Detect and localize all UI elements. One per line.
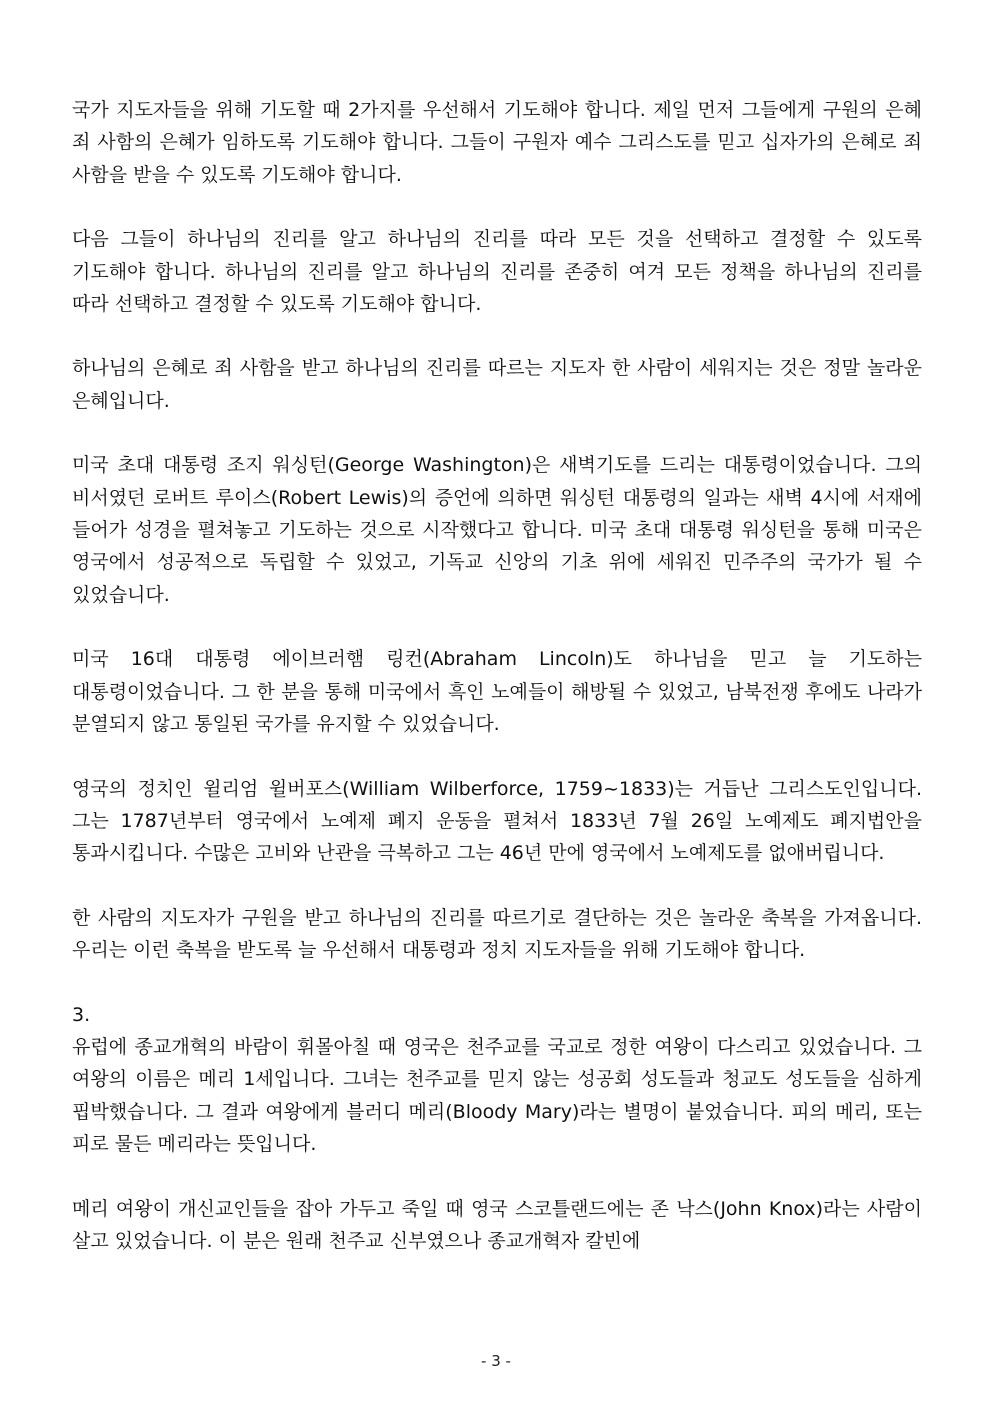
paragraph-4: 미국 초대 대통령 조지 워싱턴(George Washington)은 새벽기도를 드리는 대통령이었습니다. 그의 비서였던 로버트 루이스(Robert Lewis)의 증언에 의하면 워싱턴 대통령의 일과는 새벽 4시에 서재에 들어가 성경을 펼쳐놓고 기도하는 것으로 시작했다고 합니다. 미국 초대 대통령 워싱턴을 통해 미국은 영국에서 성공적으로 독립할 수 있었고, 기독교 신앙의 기초 위에 세워진 민주주의 국가가 될 수 있었습니다. — [72, 454, 922, 606]
paragraph-7: 한 사람의 지도자가 구원을 받고 하나님의 진리를 따르기로 결단하는 것은 놀라운 축복을 가져옵니다. 우리는 이런 축복을 받도록 늘 우선해서 대통령과 정치 지도자들을 위해 기도해야 합니다. — [72, 906, 922, 962]
paragraph-5: 미국 16대 대통령 에이브러햄 링컨(Abraham Lincoln)도 하나님을 믿고 늘 기도하는 대통령이었습니다. 그 한 분을 통해 미국에서 흑인 노예들이 해방될 수 있었고, 남북전쟁 후에도 나라가 분열되지 않고 통일된 국가를 유지할 수 있었습니다. — [72, 648, 922, 736]
paragraph-2: 다음 그들이 하나님의 진리를 알고 하나님의 진리를 따라 모든 것을 선택하고 결정할 수 있도록 기도해야 합니다. 하나님의 진리를 알고 하나님의 진리를 존중히 여겨 모든 정책을 하나님의 진리를 따라 선택하고 결정할 수 있도록 기도해야 합니다. — [72, 228, 922, 316]
section-paragraph-2: 메리 여왕이 개신교인들을 잡아 가두고 죽일 때 영국 스코틀랜드에는 존 낙스(John Knox)라는 사람이 살고 있었습니다. 이 분은 원래 천주교 신부였으나 종교개혁자 칼빈에 — [72, 1197, 922, 1252]
paragraph-6: 영국의 정치인 윌리엄 윌버포스(William Wilberforce, 1759~1833)는 거듭난 그리스도인입니다. 그는 1787년부터 영국에서 노예제 폐지 운동을 펼쳐서 1833년 7월 26일 노예제도 폐지법안을 통과시킵니다. 수많은 고비와 난관을 극복하고 그는 46년 만에 영국에서 노예제도를 없애버립니다. — [72, 777, 922, 865]
document-body — [72, 94, 922, 1289]
page-number: - 3 - — [481, 1352, 511, 1370]
paragraph-3: 하나님의 은혜로 죄 사함을 받고 하나님의 진리를 따르는 지도자 한 사람이 세워지는 것은 정말 놀라운 은혜입니다. — [72, 357, 922, 412]
paragraph-1: 국가 지도자들을 위해 기도할 때 2가지를 우선해서 기도해야 합니다. 제일 먼저 그들에게 구원의 은혜 죄 사함의 은혜가 임하도록 기도해야 합니다. 그들이 구원자 예수 그리스도를 믿고 십자가의 은혜로 죄 사함을 받을 수 있도록 기도해야 합니다. — [72, 99, 922, 186]
section-number: 3. — [72, 1003, 91, 1026]
section-paragraph-1: 유럽에 종교개혁의 바람이 휘몰아칠 때 영국은 천주교를 국교로 정한 여왕이 다스리고 있었습니다. 그 여왕의 이름은 메리 1세입니다. 그녀는 천주교를 믿지 않는 성공회 성도들과 청교도 성도들을 심하게 핍박했습니다. 그 결과 여왕에게 블러디 메리(Bloody Mary)라는 별명이 붙었습니다. 피의 메리, 또는 피로 물든 메리라는 뜻입니다. — [72, 1035, 922, 1156]
